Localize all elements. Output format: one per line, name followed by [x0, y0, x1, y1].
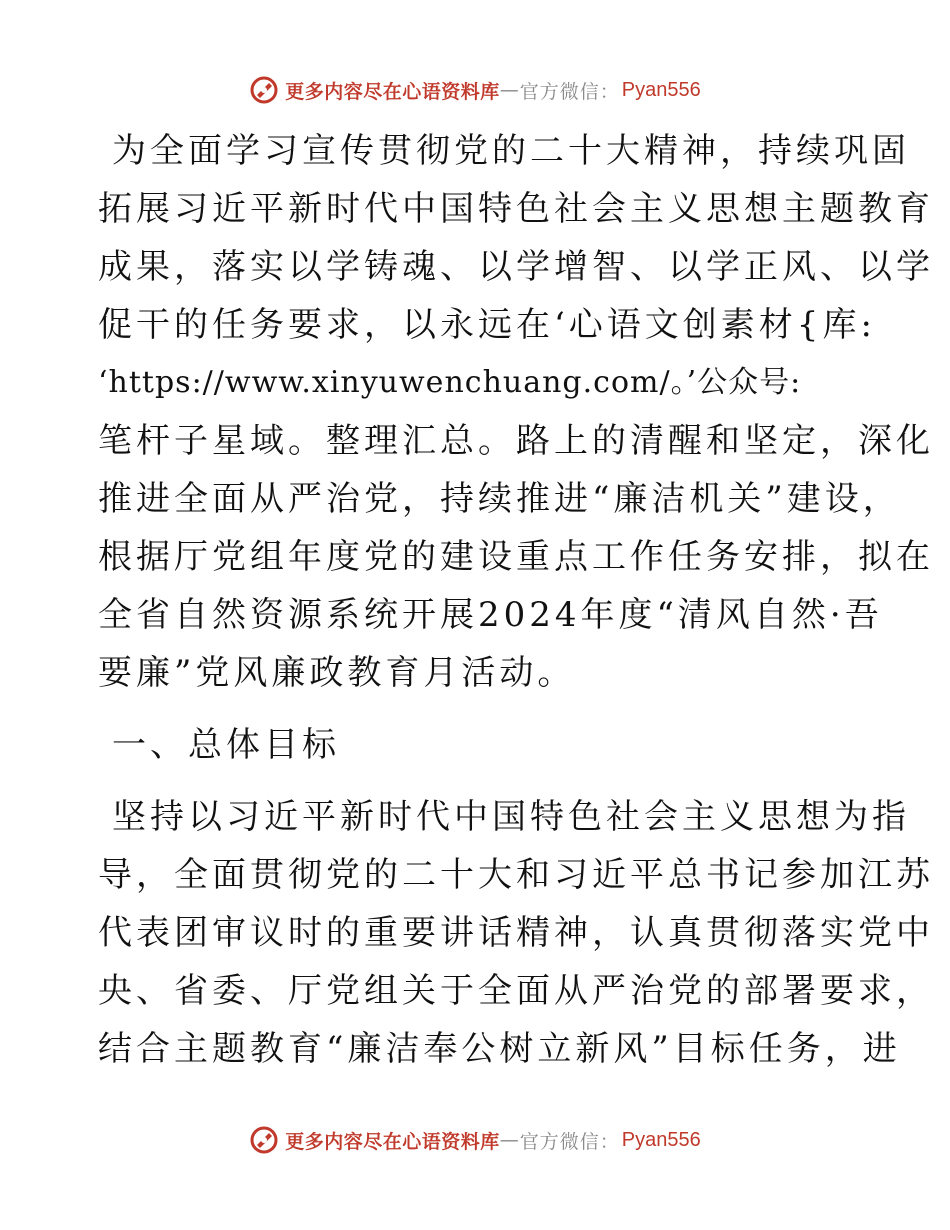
paragraph-line: 根据厅党组年度党的建设重点工作任务安排，拟在 — [98, 537, 934, 577]
watermark-dash: — — [499, 79, 520, 101]
watermark-header — [0, 70, 950, 110]
watermark-dash: — — [499, 1129, 520, 1151]
watermark-wechat-label: 官方微信： — [519, 1130, 620, 1153]
paragraph-line: 成果，落实以学铸魂、以学增智、以学正风、以学 — [98, 247, 934, 287]
paragraph-line: 笔杆子星域。整理汇总。路上的清醒和坚定，深化 — [98, 421, 934, 461]
paragraph-line: 拓展习近平新时代中国特色社会主义思想主题教育 — [98, 189, 934, 229]
watermark-red-text: 更多内容尽在心语资料库 — [285, 80, 500, 103]
watermark-red-text: 更多内容尽在心语资料库 — [285, 1130, 500, 1153]
paragraph-line: 促干的任务要求，以永远在‘心语文创素材{库: — [98, 305, 876, 345]
paragraph-line: ‘https://www.xinyuwenchuang.com/。’公众号: — [98, 365, 802, 400]
watermark-wechat-id: Pyan556 — [621, 1128, 701, 1151]
paragraph-line: 结合主题教育“廉洁奉公树立新风”目标任务，进 — [98, 1029, 901, 1069]
watermark-footer — [0, 1120, 950, 1160]
paragraph-line: 导，全面贯彻党的二十大和习近平总书记参加江苏 — [98, 855, 934, 895]
paragraph-line: 为全面学习宣传贯彻党的二十大精神，持续巩固 — [112, 131, 910, 171]
logo-icon — [249, 1125, 279, 1155]
paragraph-line: 推进全面从严治党，持续推进“廉洁机关”建设， — [98, 479, 901, 519]
document-body — [98, 122, 934, 1078]
watermark-wechat-label: 官方微信： — [519, 80, 620, 103]
watermark-wechat-id: Pyan556 — [621, 78, 701, 101]
section-heading: 一、总体目标 — [112, 725, 340, 765]
paragraph-line: 坚持以习近平新时代中国特色社会主义思想为指 — [112, 797, 910, 837]
paragraph-line: 要廉”党风廉政教育月活动。 — [98, 653, 576, 693]
paragraph-line: 代表团审议时的重要讲话精神，认真贯彻落实党中 — [98, 913, 934, 953]
paragraph-line: 央、省委、厅党组关于全面从严治党的部署要求， — [98, 971, 934, 1011]
paragraph-line: 全省自然资源系统开展2024年度“清风自然·吾 — [98, 595, 883, 635]
logo-icon — [249, 75, 279, 105]
